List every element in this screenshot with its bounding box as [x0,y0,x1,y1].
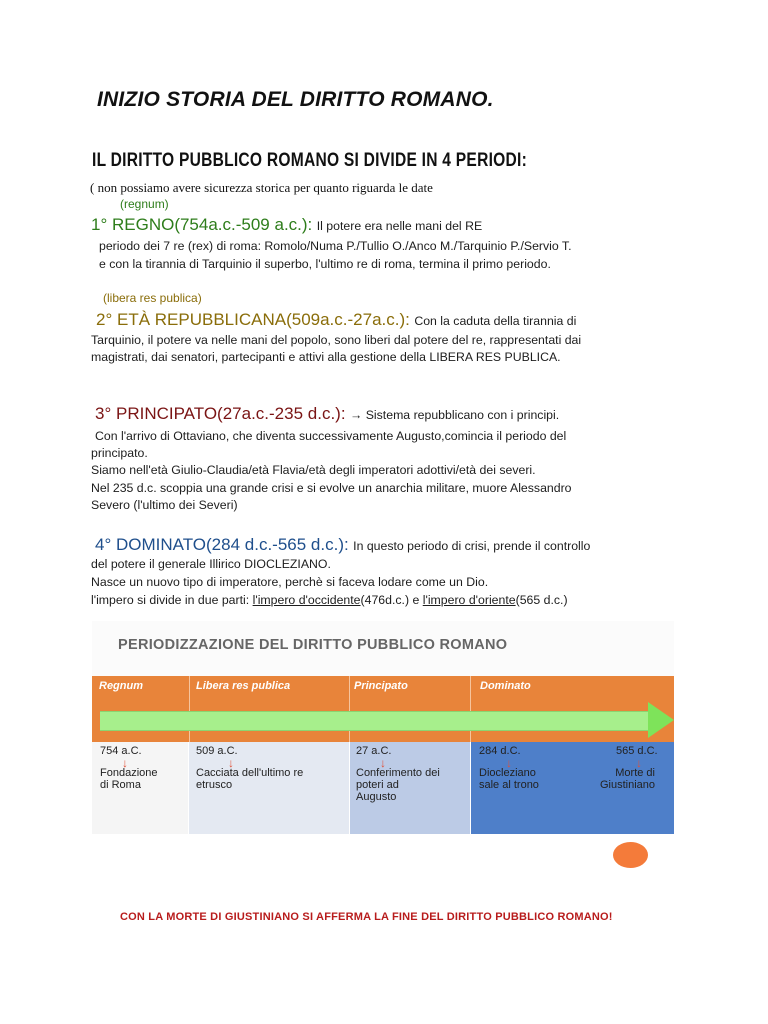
event-line: Cacciata dell'ultimo re [196,767,304,779]
periodization-figure [92,621,674,887]
period-1-line: periodo dei 7 re (rex) di roma: Romolo/Numa P./Tullio O./Anco M./Tarquinio P./Servio T. [99,239,572,253]
event-label [479,767,539,791]
period-4-split-line [91,592,568,610]
down-arrow-icon: ↓ [122,756,128,770]
period-3-heading [95,404,559,425]
period-2-line: Con la caduta della tirannia di [414,314,577,328]
period-3-line: Con l'arrivo di Ottaviano, che diventa successivamente Augusto,comincia il periodo del [95,429,567,443]
period-3-line: principato. [91,446,148,460]
cell-754-bc [92,742,188,834]
figure-title: PERIODIZZAZIONE DEL DIRITTO PUBBLICO ROMANO [118,637,508,653]
column-header-libera-res-publica: Libera res publica [196,680,291,692]
event-line: Morte di [615,767,655,779]
period-3-line: → Sistema repubblicano con i principi. [350,408,560,422]
section-heading: IL DIRITTO PUBBLICO ROMANO SI DIVIDE IN 4 PERIODI: [92,150,528,171]
event-line: Fondazione [100,767,158,779]
column-header-principato: Principato [354,680,408,692]
period-3-line: Nel 235 d.c. scoppia una grande crisi e si evolve un anarchia militare, muore Alessandro [91,481,572,495]
period-3-line: Siamo nell'età Giulio-Claudia/età Flavia/età degli imperatori adottivi/età dei severi. [91,463,536,477]
date-label: 754 a.C. [100,745,142,757]
event-line: Conferimento dei [356,767,440,779]
note-text: ( non possiamo avere sicurezza storica per quanto riguarda le date [90,180,433,195]
period-1-heading [91,215,482,236]
period-2-line: magistrati, dai senatori, partecipanti e attivi alla gestione della LIBERA RES PUBLICA. [91,350,561,364]
period-2-heading [96,310,576,331]
split-text: (476d.c.) e [360,593,423,607]
period-1-line: e con la tirannia di Tarquinio il superbo, l'ultimo re di roma, termina il primo periodo. [99,257,551,271]
column-divider [189,676,190,742]
down-arrow-icon: ↓ [636,756,642,770]
period-4-line: Nasce un nuovo tipo di imperatore, perchè si faceva lodare come un Dio. [91,575,489,589]
period-1-tag: (regnum) [120,197,169,211]
down-arrow-icon: ↓ [380,756,386,770]
period-4-title: 4° DOMINATO(284 d.c.-565 d.c.): [95,535,349,554]
event-line: di Roma [100,779,141,791]
event-line: sale al trono [479,779,539,791]
western-empire: l'impero d'occidente [252,593,361,607]
period-4-line: del potere il generale Illirico DIOCLEZIANO. [91,557,331,571]
date-label: 509 a.C. [196,745,238,757]
event-label [356,767,440,803]
orange-circle-icon [613,842,648,868]
column-divider [349,676,350,742]
column-divider [470,676,471,742]
down-arrow-icon: ↓ [228,756,234,770]
figure-header [92,621,674,676]
split-text: l'impero si divide in due parti: [91,593,253,607]
period-2-tag: (libera res publica) [103,291,202,305]
date-label: 565 d.C. [616,745,658,757]
event-line: Giustiniano [599,779,655,791]
cell-27-bc [350,742,470,834]
event-line: Augusto [356,791,397,803]
timeline-arrow [100,711,650,731]
eastern-empire: l'impero d'oriente [422,593,516,607]
date-label: 284 d.C. [479,745,521,757]
period-3-title: 3° PRINCIPATO(27a.c.-235 d.c.): [95,404,346,423]
date-label: 27 a.C. [356,745,392,757]
cell-509-bc [189,742,349,834]
cell-dominato [471,742,674,834]
event-label [579,767,655,791]
footer-note: CON LA MORTE DI GIUSTINIANO SI AFFERMA LA FINE DEL DIRITTO PUBBLICO ROMANO! [120,911,613,923]
page-title: INIZIO STORIA DEL DIRITTO ROMANO. [97,88,494,111]
period-1-title: 1° REGNO(754a.c.-509 a.c.): [91,215,313,234]
column-header-dominato: Dominato [480,680,531,692]
column-header-regnum: Regnum [99,680,143,692]
period-2-line: Tarquinio, il potere va nelle mani del popolo, sono liberi dal potere del re, rappresentati dai [91,333,582,347]
event-label [100,767,158,791]
period-4-heading [95,535,590,556]
timeline-arrow-head [648,702,674,738]
period-1-line: Il potere era nelle mani del RE [316,219,483,233]
event-label [196,767,303,791]
down-arrow-icon: ↓ [506,756,512,770]
event-line: poteri ad [356,779,399,791]
event-line: etrusco [196,779,233,791]
period-4-line: In questo periodo di crisi, prende il controllo [353,539,591,553]
split-text: (565 d.c.) [515,593,568,607]
period-3-line: Severo (l'ultimo dei Severi) [91,498,238,512]
period-2-title: 2° ETÀ REPUBBLICANA(509a.c.-27a.c.): [96,310,410,329]
event-line: Diocleziano [479,767,536,779]
